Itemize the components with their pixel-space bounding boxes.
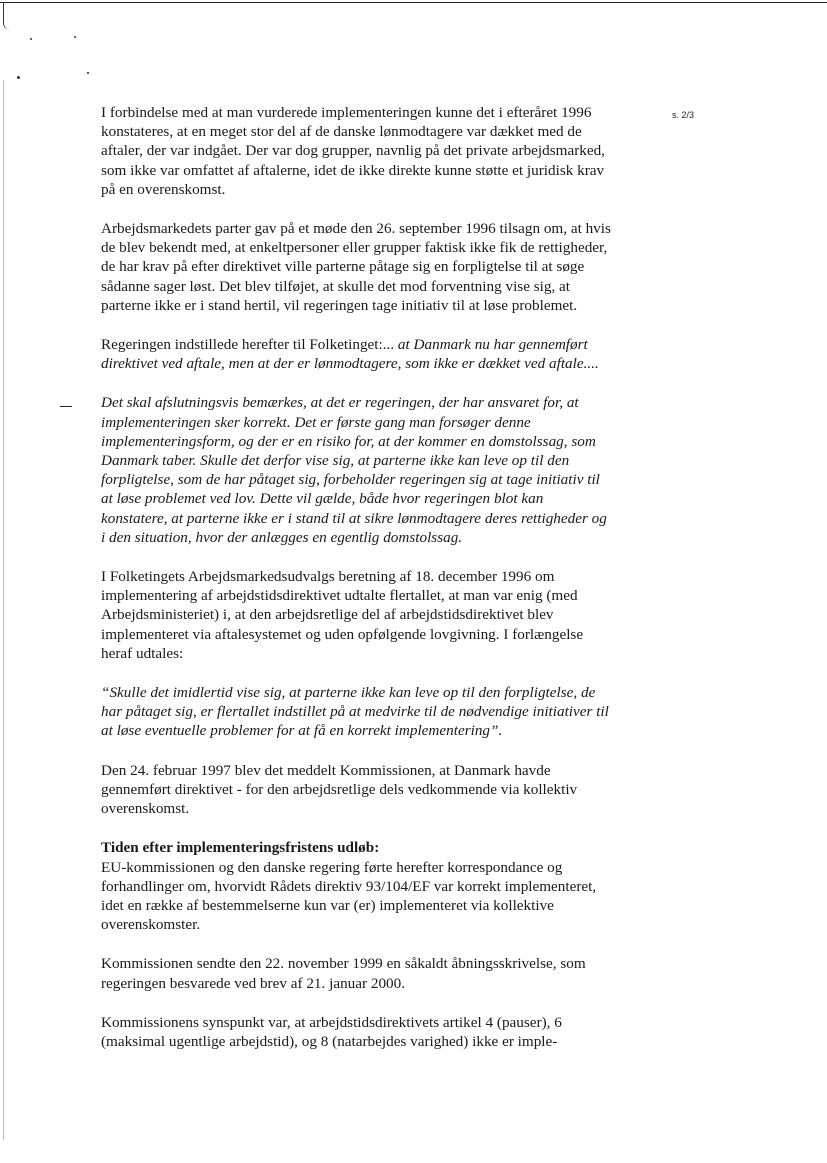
paragraph-opening-letter: Kommissionen sendte den 22. november 1999 en såkaldt åbningsskrivelse, som regeringen besvarede ved brev af 21. januar 2000. — [101, 955, 586, 992]
paragraph-correspondence: EU-kommissionen og den danske regering førte herefter korrespondance og forhandlinger om, hvorvidt Rådets direktiv 93/104/EF var korrekt implementeret, idet en række af bestemmelserne kun var (er) implementeret via kollektive overenskomster. — [101, 858, 597, 934]
recommendation-quote: at Danmark nu har gennemført direktivet ved aftale, men at der er lønmodtagere, som ikke er dækket ved aftale.... — [101, 336, 599, 373]
scan-speck — [74, 36, 76, 38]
paragraph-commission-notified: Den 24. februar 1997 blev det meddelt Kommissionen, at Danmark havde gennemført direktivet - for den arbejdsretlige dels vedkommende via kollektiv overenskomst. — [101, 761, 578, 818]
recommendation-lead: Regeringen indstillede herefter til Folketinget:... — [101, 336, 398, 354]
scan-speck — [30, 38, 32, 40]
scan-corner-mark — [3, 2, 10, 30]
paragraph-implementation-1996: I forbindelse med at man vurderede implementeringen kunne det i efteråret 1996 konstateres, at en meget stor del af de danske lønmodtagere var dækket med de aftaler, der var indgået. Der var dog grupper, navnlig på det private arbejdsmarked, som ikke var omfattet af aftalerne, idet de ikke direkte kunne støtte et juridisk krav på en overenskomst. — [101, 104, 605, 198]
margin-mark — [60, 406, 72, 407]
document-body — [101, 103, 613, 1071]
paragraph-committee-quote: “Skulle det imidlertid vise sig, at parterne ikke kan leve op til den forpligtelse, de har påtaget sig, er flertallet indstillet på at medvirke til de nødvendige initiativer til at løse eventuelle problemer for at få en korrekt implementering”. — [101, 684, 609, 740]
section-heading: Tiden efter implementeringsfristens udløb: — [101, 839, 380, 857]
scan-border-left — [3, 80, 4, 1140]
paragraph-government-recommendation — [101, 335, 613, 373]
scan-speck — [17, 76, 20, 79]
scan-speck — [87, 72, 89, 74]
paragraph-committee-report: I Folketingets Arbejdsmarkedsudvalgs beretning af 18. december 1996 om implementering af arbejdstidsdirektivet udtalte flertallet, at man var enig (med Arbejdsministeriet) i, at den arbejdsretlige del af arbejdstidsdirektivet blev implementeret via aftalesystemet og uden opfølgende lovgivning. I forlængelse heraf udtales: — [101, 568, 584, 662]
section-after-deadline — [101, 838, 613, 934]
paragraph-government-responsibility: Det skal afslutningsvis bemærkes, at det er regeringen, der har ansvaret for, at implementeringen sker korrekt. Det er første gang man forsøger denne implementeringsform, og der er en risiko for, at der kommer en domstolssag, som Danmark taber. Skulle det derfor vise sig, at parterne ikke kan leve op til den forpligtelse, som de har påtaget sig, forbeholder regeringen sig at tage initiativ til at løse problemet ved lov. Dette vil gælde, både hvor regeringen blot kan konstatere, at parterne ikke er i stand til at sikre lønmodtagere deres rettigheder og i den situation, hvor der anlægges en egentlig domstolssag. — [101, 394, 607, 546]
scan-border-top — [0, 2, 827, 3]
page-number: s. 2/3 — [672, 110, 695, 120]
paragraph-meeting-september: Arbejdsmarkedets parter gav på et møde den 26. september 1996 tilsagn om, at hvis de blev bekendt med, at enkeltpersoner eller grupper faktisk ikke fik de rettigheder, de har krav på efter direktivet ville parterne påtage sig en forpligtelse til at søge sådanne sager løst. Det blev tilføjet, at skulle det mod forventning vise sig, at parterne ikke er i stand hertil, vil regeringen tage initiativ til at løse problemet. — [101, 220, 611, 314]
paragraph-commission-view: Kommissionens synspunkt var, at arbejdstidsdirektivets artikel 4 (pauser), 6 (maksimal ugentlige arbejdstid), og 8 (natarbejdes varighed) ikke er imple- — [101, 1013, 562, 1050]
